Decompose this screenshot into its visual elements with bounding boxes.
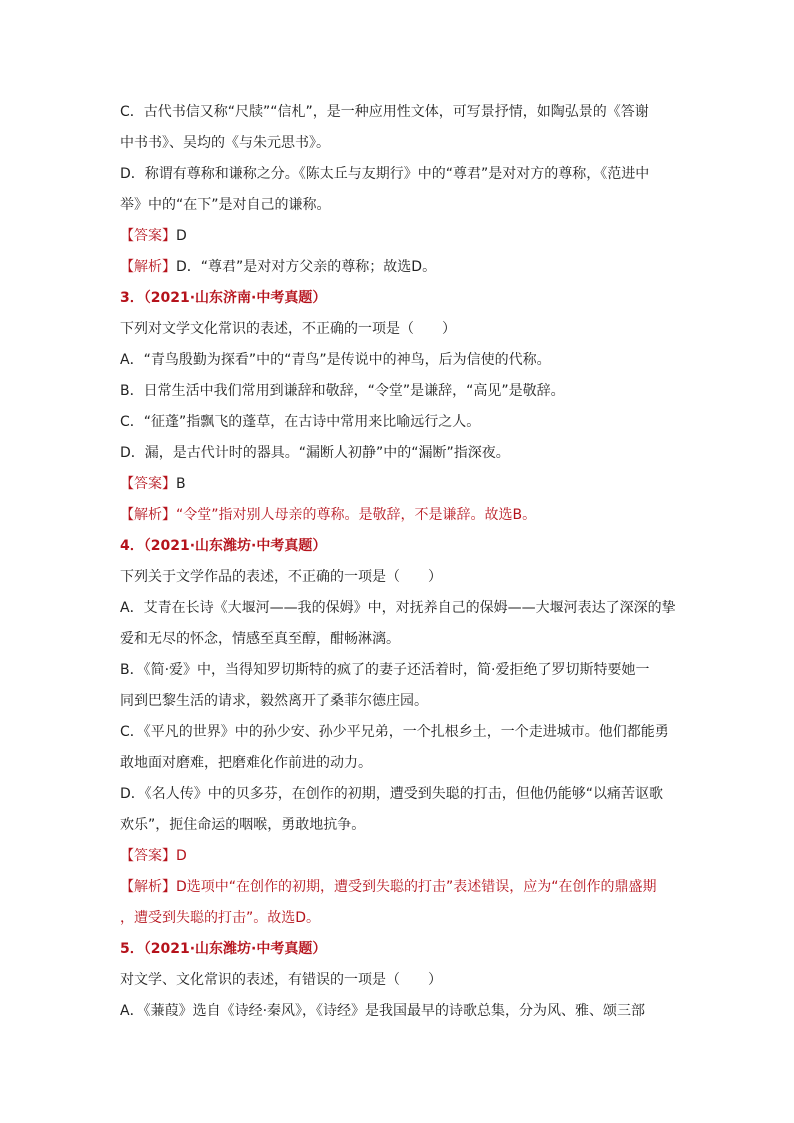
answer-tag: 【答案】 (120, 848, 176, 864)
question-4-option-b-line-2: 同到巴黎生活的请求，毅然离开了桑菲尔德庄园。 (120, 693, 428, 709)
question-3-option-d: D．漏，是古代计时的器具。“漏断人初静”中的“漏断”指深夜。 (120, 445, 510, 461)
question-4-option-d-line-1: D．《名人传》中的贝多芬，在创作的初期，遭受到失聪的打击，但他仍能够“以痛苦讴歌 (120, 786, 664, 802)
option-c-line-1: C．古代书信又称“尺牍”“信札”，是一种应用性文体，可写景抒情，如陶弘景的《答谢 (120, 104, 649, 120)
question-3-option-a: A．“青鸟殷勤为探看”中的“青鸟”是传说中的神鸟，后为信使的代称。 (120, 352, 551, 368)
question-4-option-c-line-1: C．《平凡的世界》中的孙少安、孙少平兄弟，一个扎根乡土，一个走进城市。他们都能勇 (120, 724, 669, 740)
question-3-analysis (120, 500, 684, 531)
question-3-answer (120, 469, 684, 500)
analysis-tag: 【解析】 (120, 259, 176, 275)
option-d-line-2: 举》中的“在下”是对自己的谦称。 (120, 197, 331, 213)
question-3-option-c: C．“征蓬”指飘飞的蓬草，在古诗中常用来比喻远行之人。 (120, 414, 481, 430)
question-4-heading: 4．（2021·山东潍坊·中考真题） (120, 538, 327, 554)
answer-value: B (176, 476, 186, 492)
answer-value: D (176, 228, 187, 244)
question-4-option-c-line-2: 敢地面对磨难，把磨难化作前进的动力。 (120, 755, 372, 771)
question-5-stem: 对文学、文化常识的表述，有错误的一项是（ ） (120, 972, 442, 988)
analysis-tag: 【解析】 (120, 879, 176, 895)
answer-line (120, 221, 684, 252)
question-4-analysis-line-1 (120, 872, 684, 903)
answer-tag: 【答案】 (120, 476, 176, 492)
question-4-answer (120, 841, 684, 872)
analysis-tag: 【解析】 (120, 507, 176, 523)
question-3-heading: 3．（2021·山东济南·中考真题） (120, 290, 327, 306)
analysis-text: D．“尊君”是对对方父亲的尊称；故选D。 (176, 259, 437, 275)
question-4-stem: 下列关于文学作品的表述，不正确的一项是（ ） (120, 569, 442, 585)
question-5-option-a-line-1: A．《蒹葭》选自《诗经·秦风》，《诗经》是我国最早的诗歌总集，分为风、雅、颂三部 (120, 1003, 646, 1019)
answer-tag: 【答案】 (120, 228, 176, 244)
analysis-line (120, 252, 684, 283)
analysis-text: “令堂”指对别人母亲的尊称。是敬辞，不是谦辞。故选B。 (176, 507, 537, 523)
question-4-option-a-line-2: 爱和无尽的怀念，情感至真至醇，酣畅淋漓。 (120, 631, 400, 647)
question-5-heading: 5．（2021·山东潍坊·中考真题） (120, 941, 327, 957)
question-4-option-a-line-1: A．艾青在长诗《大堰河——我的保姆》中，对抚养自己的保姆——大堰河表达了深深的挚 (120, 600, 676, 616)
question-3-stem: 下列对文学文化常识的表述，不正确的一项是（ ） (120, 321, 456, 337)
analysis-text: D选项中“在创作的初期，遭受到失聪的打击”表述错误，应为“在创作的鼎盛期 (176, 879, 657, 895)
question-4-analysis-line-2: ，遭受到失聪的打击”。故选D。 (120, 910, 321, 926)
question-3-option-b: B．日常生活中我们常用到谦辞和敬辞，“令堂”是谦辞，“高见”是敬辞。 (120, 383, 565, 399)
option-d-line-1: D．称谓有尊称和谦称之分。《陈太丘与友期行》中的“尊君”是对对方的尊称，《范进中 (120, 166, 650, 182)
question-4-option-d-line-2: 欢乐”，扼住命运的咽喉，勇敢地抗争。 (120, 817, 366, 833)
option-c-line-2: 中书书》、吴均的《与朱元思书》。 (120, 135, 330, 151)
question-4-option-b-line-1: B．《简·爱》中，当得知罗切斯特的疯了的妻子还活着时，简·爱拒绝了罗切斯特要她一 (120, 662, 650, 678)
answer-value: D (176, 848, 187, 864)
